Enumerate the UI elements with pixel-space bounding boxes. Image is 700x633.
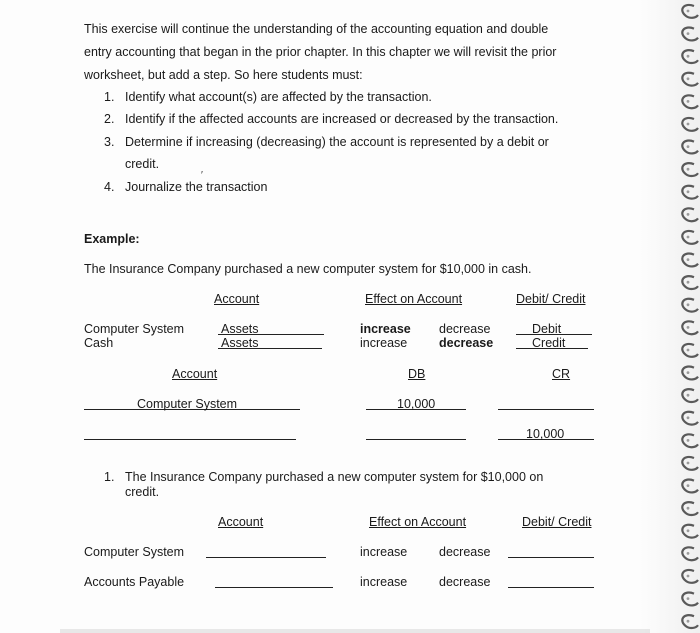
spiral-coil	[682, 525, 698, 538]
binding-hole	[687, 394, 690, 397]
binding-hole	[687, 507, 690, 510]
journal-col-account: Account	[172, 367, 218, 381]
journal-col-db: DB	[408, 367, 426, 381]
spiral-coil	[682, 412, 698, 425]
binding-hole	[687, 620, 690, 623]
binding-hole	[687, 484, 690, 487]
spiral-coil	[682, 141, 698, 154]
exercise-row-2-effect-increase: increase	[360, 575, 408, 589]
spiral-coil	[682, 186, 698, 199]
example-heading: Example:	[84, 232, 140, 246]
binding-hole	[687, 529, 690, 532]
step-4-number: 4.	[104, 180, 115, 194]
example-col-effect: Effect on Account	[365, 292, 463, 306]
example-row-2-effect-decrease: decrease	[439, 336, 494, 350]
spiral-coil	[682, 254, 698, 267]
example-description: The Insurance Company purchased a new computer system for $10,000 in cash.	[84, 262, 532, 276]
step-2-number: 2.	[104, 112, 115, 126]
binding-hole	[687, 416, 690, 419]
step-4-text: Journalize the transaction	[125, 180, 268, 194]
step-1-number: 1.	[104, 90, 115, 104]
binding-hole	[687, 552, 690, 555]
exercise-row-2-item: Accounts Payable	[84, 575, 185, 589]
example-row-1-item: Computer System	[84, 322, 185, 336]
exercise-row-1-effect-decrease: decrease	[439, 545, 491, 559]
example-row-2-account: Assets	[221, 336, 259, 350]
example-col-account: Account	[214, 292, 260, 306]
spiral-coil	[682, 389, 698, 402]
binding-hole	[687, 575, 690, 578]
example-row-1-effect-decrease: decrease	[439, 322, 491, 336]
spiral-coil	[682, 208, 698, 221]
exercise-row-2-dc-blank[interactable]	[508, 587, 594, 588]
intro-line-3: worksheet, but add a step. So here students must:	[84, 68, 363, 82]
exercise-1-line-1: The Insurance Company purchased a new computer system for $10,000 on	[125, 470, 544, 484]
exercise-col-effect: Effect on Account	[369, 515, 467, 529]
binding-hole	[687, 168, 690, 171]
binding-hole	[687, 190, 690, 193]
binding-hole	[687, 349, 690, 352]
exercise-row-1-account-blank[interactable]	[206, 557, 326, 558]
binding-hole	[687, 145, 690, 148]
exercise-row-2-effect-decrease: decrease	[439, 575, 491, 589]
example-col-debit-credit: Debit/ Credit	[516, 292, 586, 306]
spiral-coil	[682, 276, 698, 289]
spiral-coil	[682, 299, 698, 312]
example-row-1-dc-line	[516, 334, 592, 335]
spiral-coil	[682, 593, 698, 606]
spiral-coil	[682, 28, 698, 41]
spiral-coil	[682, 615, 698, 628]
spiral-coil	[682, 50, 698, 63]
binding-hole	[687, 258, 690, 261]
spiral-coil	[682, 367, 698, 380]
journal-row-2-db-line	[366, 439, 466, 440]
example-row-2-effect-increase: increase	[360, 336, 408, 350]
spiral-coil	[682, 344, 698, 357]
journal-row-2-account-line	[84, 439, 296, 440]
exercise-1-number: 1.	[104, 470, 115, 484]
binding-hole	[687, 303, 690, 306]
exercise-row-1-item: Computer System	[84, 545, 185, 559]
binding-hole	[687, 371, 690, 374]
binding-hole	[687, 77, 690, 80]
binding-hole	[687, 597, 690, 600]
spiral-coil	[682, 570, 698, 583]
spiral-coil	[682, 502, 698, 515]
exercise-col-account: Account	[218, 515, 264, 529]
spiral-coil	[682, 163, 698, 176]
spiral-coil	[682, 434, 698, 447]
binding-hole	[687, 10, 690, 13]
binding-hole	[687, 462, 690, 465]
spiral-coil	[682, 480, 698, 493]
binding-hole	[687, 32, 690, 35]
step-3-number: 3.	[104, 135, 115, 149]
example-row-2-debit-credit: Credit	[532, 336, 566, 350]
step-2-text: Identify if the affected accounts are increased or decreased by the transaction.	[125, 112, 559, 126]
example-row-1-effect-increase: increase	[360, 322, 411, 336]
binding-hole	[687, 236, 690, 239]
step-3-text: Determine if increasing (decreasing) the account is represented by a debit or	[125, 135, 549, 149]
journal-row-2-cr: 10,000	[526, 427, 565, 441]
example-row-1-account-line	[218, 334, 324, 335]
spiral-coil	[682, 547, 698, 560]
intro-line-2: entry accounting that began in the prior chapter. In this chapter we will revisit the prior	[84, 45, 557, 59]
exercise-row-2-account-blank[interactable]	[215, 587, 333, 588]
exercise-row-1-dc-blank[interactable]	[508, 557, 594, 558]
binding-hole	[687, 326, 690, 329]
example-row-2-account-line	[218, 348, 322, 349]
step-1-text: Identify what account(s) are affected by the transaction.	[125, 90, 432, 104]
binding-hole	[687, 55, 690, 58]
exercise-col-debit-credit: Debit/ Credit	[522, 515, 592, 529]
binding-hole	[687, 281, 690, 284]
journal-row-1-account: Computer System	[137, 397, 238, 411]
spiral-coil	[682, 457, 698, 470]
binding-hole	[687, 100, 690, 103]
example-row-1-account: Assets	[221, 322, 259, 336]
journal-row-1-db: 10,000	[397, 397, 436, 411]
example-row-2-dc-line	[516, 348, 588, 349]
example-row-2-item: Cash	[84, 336, 114, 350]
intro-line-1: This exercise will continue the understanding of the accounting equation and double	[84, 22, 549, 36]
exercise-row-1-effect-increase: increase	[360, 545, 408, 559]
spiral-coil	[682, 118, 698, 131]
binding-hole	[687, 123, 690, 126]
binding-hole	[687, 439, 690, 442]
spiral-binding	[648, 0, 700, 633]
step-3-continuation: credit.	[125, 157, 160, 171]
journal-col-cr: CR	[552, 367, 571, 381]
binding-hole	[687, 213, 690, 216]
pen-mark: ′	[201, 170, 203, 181]
exercise-1-line-2: credit.	[125, 485, 160, 499]
spiral-coil	[682, 95, 698, 108]
page-bottom-edge	[60, 629, 650, 633]
spiral-coil	[682, 5, 698, 18]
example-row-1-debit-credit: Debit	[532, 322, 562, 336]
journal-row-1-cr-line	[498, 409, 594, 410]
spiral-coil	[682, 73, 698, 86]
spiral-coil	[682, 321, 698, 334]
spiral-coil	[682, 231, 698, 244]
